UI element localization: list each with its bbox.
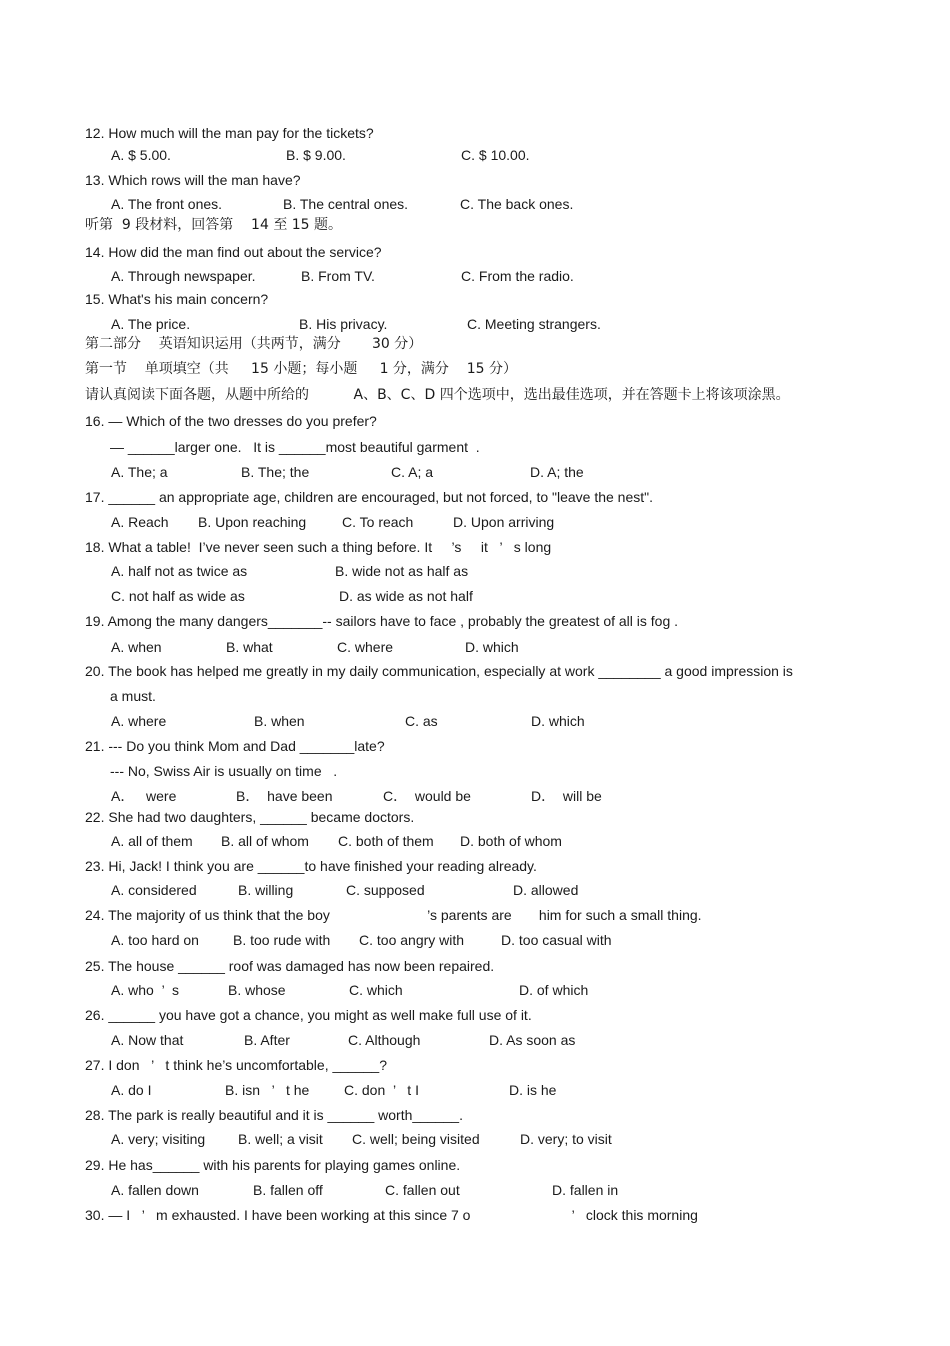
option: C. not half as wide as: [111, 588, 245, 604]
option: C. both of them: [338, 833, 434, 849]
option: B. well; a visit: [238, 1131, 323, 1147]
option: C. Although: [348, 1032, 421, 1048]
option: D. both of whom: [460, 833, 562, 849]
question-17: 17. ______ an appropriate age, children are encouraged, but not forced, to "leave the nest".: [85, 489, 654, 505]
question-21: 21. --- Do you think Mom and Dad _______late?: [85, 738, 385, 754]
question-12: 12. How much will the man pay for the tickets?: [85, 125, 374, 141]
option: C. don ’ t I: [344, 1082, 419, 1098]
question-29: 29. He has______ with his parents for playing games online.: [85, 1157, 461, 1173]
question-24: 24. The majority of us think that the boy ’s parents are him for such a small thing.: [85, 907, 702, 923]
option: D. A; the: [530, 464, 584, 480]
option: B. isn ’ t he: [225, 1082, 310, 1098]
option: D. fallen in: [552, 1182, 619, 1198]
option: A. Reach: [111, 514, 169, 530]
option: A. Now that: [111, 1032, 184, 1048]
option: C. From the radio.: [461, 268, 574, 284]
option: C. To reach: [342, 514, 414, 530]
question-21-reply: --- No, Swiss Air is usually on time .: [110, 763, 338, 779]
option: D. allowed: [513, 882, 579, 898]
option: C. Meeting strangers.: [467, 316, 601, 332]
question-20-continued: a must.: [110, 688, 156, 704]
option: B. $ 9.00.: [286, 147, 346, 163]
option: B. all of whom: [221, 833, 309, 849]
option: C. $ 10.00.: [461, 147, 530, 163]
option: C. too angry with: [359, 932, 465, 948]
option: D. too casual with: [501, 932, 612, 948]
option: D. as wide as not half: [339, 588, 473, 604]
option: A. considered: [111, 882, 197, 898]
option: B. The; the: [241, 464, 310, 480]
option: C. A; a: [391, 464, 434, 480]
option: D． will be: [531, 788, 602, 804]
option: A. when: [111, 639, 162, 655]
option: C. well; being visited: [352, 1131, 480, 1147]
option: A. The price.: [111, 316, 191, 332]
listening-instruction: 听第 9 段材料，回答第 14 至 15 题。: [85, 217, 343, 233]
section-one-heading: 第一节 单项填空（共 15 小题；每小题 1 分，满分 15 分）: [85, 361, 517, 377]
option: B. what: [226, 639, 273, 655]
question-30: 30. — I ’ m exhausted. I have been working at this since 7 o ’ clock this morning: [85, 1207, 698, 1223]
question-20: 20. The book has helped me greatly in my daily communication, especially at work ________ a good impression is: [85, 663, 793, 679]
question-18: 18. What a table! I’ve never seen such a thing before. It ’s it ’ s long: [85, 539, 552, 555]
option: B. From TV.: [301, 268, 375, 284]
option: C. The back ones.: [460, 196, 574, 212]
option: A. where: [111, 713, 167, 729]
question-19: 19. Among the many dangers_______-- sailors have to face , probably the greatest of all is fog .: [85, 613, 679, 629]
question-25: 25. The house ______ roof was damaged has now been repaired.: [85, 958, 495, 974]
option: C. supposed: [346, 882, 425, 898]
option: B. After: [244, 1032, 290, 1048]
option: A. Through newspaper.: [111, 268, 256, 284]
option: B． have been: [236, 788, 333, 804]
option: B. fallen off: [253, 1182, 323, 1198]
question-16: 16. — Which of the two dresses do you prefer?: [85, 413, 377, 429]
question-16-reply: — ______larger one. It is ______most beautiful garment .: [110, 439, 480, 455]
option: D. Upon arriving: [453, 514, 555, 530]
option: C. as: [405, 713, 438, 729]
question-15: 15. What's his main concern?: [85, 291, 269, 307]
option: B. when: [254, 713, 305, 729]
question-13: 13. Which rows will the man have?: [85, 172, 301, 188]
question-27: 27. I don ’ t think he’s uncomfortable, ______?: [85, 1057, 387, 1073]
option: C. which: [349, 982, 403, 998]
section-two-heading: 第二部分 英语知识运用（共两节，满分 30 分）: [85, 336, 423, 352]
question-26: 26. ______ you have got a chance, you might as well make full use of it.: [85, 1007, 532, 1023]
option: A. fallen down: [111, 1182, 199, 1198]
option: B. The central ones.: [283, 196, 409, 212]
option: A. do I: [111, 1082, 152, 1098]
option: A. half not as twice as: [111, 563, 248, 579]
option: C． would be: [383, 788, 471, 804]
option: D. As soon as: [489, 1032, 576, 1048]
option: B. wide not as half as: [335, 563, 469, 579]
option: C. where: [337, 639, 394, 655]
option: B. Upon reaching: [198, 514, 307, 530]
option: D. very; to visit: [520, 1131, 612, 1147]
option: A. all of them: [111, 833, 193, 849]
option: A. who ’ s: [111, 982, 179, 998]
option: B. too rude with: [233, 932, 331, 948]
question-14: 14. How did the man find out about the service?: [85, 244, 382, 260]
section-instruction: 请认真阅读下面各题，从题中所给的 A、B、C、D 四个选项中，选出最佳选项，并在答题卡上将该项涂黑。: [85, 387, 790, 403]
option: D. is he: [509, 1082, 557, 1098]
option: A. The front ones.: [111, 196, 223, 212]
option: A. very; visiting: [111, 1131, 206, 1147]
option: D. which: [531, 713, 585, 729]
option: A. The; a: [111, 464, 168, 480]
option: B. whose: [228, 982, 286, 998]
question-23: 23. Hi, Jack! I think you are ______to have finished your reading already.: [85, 858, 537, 874]
question-28: 28. The park is really beautiful and it is ______ worth______.: [85, 1107, 463, 1123]
option: D. of which: [519, 982, 589, 998]
option: A． were: [111, 788, 177, 804]
option: C. fallen out: [385, 1182, 460, 1198]
option: B. willing: [238, 882, 294, 898]
option: B. His privacy.: [299, 316, 388, 332]
option: A. too hard on: [111, 932, 199, 948]
option: D. which: [465, 639, 519, 655]
question-22: 22. She had two daughters, ______ became doctors.: [85, 809, 415, 825]
option: A. $ 5.00.: [111, 147, 171, 163]
